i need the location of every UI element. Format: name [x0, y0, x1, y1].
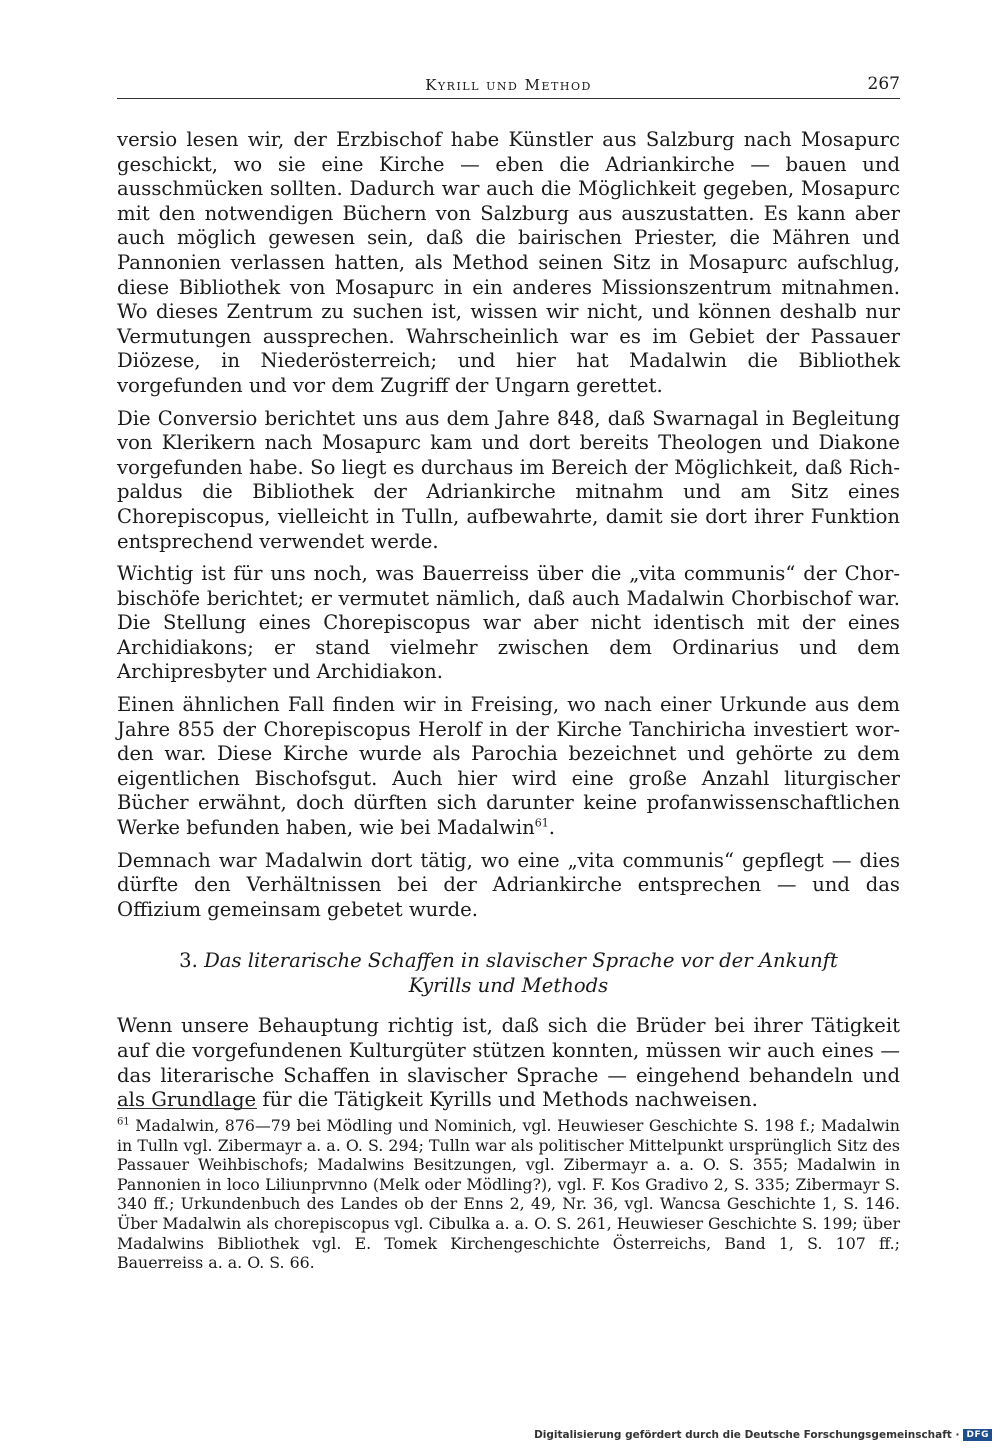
paragraph-with-footnote — [117, 693, 900, 841]
digitization-credit — [534, 1429, 992, 1441]
page-header — [117, 74, 900, 99]
section-title-line-1: Das literarische Schaffen in slavischer Sprache vor der Ankunft — [204, 949, 838, 973]
digitization-note: Digitalisierung gefördert durch die Deutsche Forschungsgemeinschaft · — [534, 1429, 960, 1441]
paragraph: versio lesen wir, der Erzbischof habe Künstler aus Salzburg nach Mosapurc geschickt, wo sie eine Kirche — eben die Adriankirche — bauen und ausschmücken sollten. Dadurch war auch die Möglichkeit gegeben, Mosapurc mit den notwendigen Büchern von Salzburg aus auszustatten. Es kann aber auch möglich gewesen sein, daß die bairischen Priester, die Mähren und Pannonien verlassen hatten, als Method seinen Sitz in Mosapurc aufschlug, diese Bibliothek von Mosapurc in ein anderes Missionszentrum mitnahmen. Wo dieses Zentrum zu suchen ist, wissen wir nicht, und können deshalb nur Vermutungen aussprechen. Wahrscheinlich war es im Gebiet der Passauer Diözese, in Niederösterreich; und hier hat Madalwin die Bibliothek vorgefunden und vor dem Zugriff der Ungarn gerettet. — [117, 128, 900, 397]
page-number: 267 — [867, 74, 900, 94]
dfg-logo-icon: DFG — [963, 1429, 992, 1441]
body-text — [117, 128, 900, 1121]
paragraph: Die Conversio berichtet uns aus dem Jahre 848, daß Swarnagal in Begleitung von Klerikern nach Mosapurc kam und dort bereits Theologen und Diakone vorgefunden habe. So liegt es durchaus im Bereich der Möglichkeit, daß Richpaldus die Bibliothek der Adriankirche mitnahm und am Sitz eines Chorepiscopus, vielleicht in Tulln, aufbewahrte, damit sie dort ihrer Funktion entsprechend verwendet werde. — [117, 406, 900, 553]
paragraph: Wichtig ist für uns noch, was Bauerreiss über die „vita communis“ der Chorbischöfe berichtet; er vermutet nämlich, daß auch Madalwin Chorbischof war. Die Stellung eines Chorepiscopus war aber nicht identisch mit der eines Archidiakons; er stand vielmehr zwischen dem Ordinarius und dem Archipresbyter und Archidiakon. — [117, 562, 900, 684]
section-title-line-2: Kyrills und Methods — [408, 974, 609, 998]
footnote-reference: 61 — [534, 816, 549, 830]
section-heading — [117, 948, 900, 998]
section-number: 3. — [179, 949, 198, 973]
footnote-text: Madalwin, 876—79 bei Mödling und Nominich, vgl. Heuwieser Geschichte S. 198 f.; Madalwin in Tulln vgl. Zibermayr a. a. O. S. 294; Tulln war als politischer Mittelpunkt ursprünglich Sitz des Passauer Weihbischofs; Madalwins Besitzungen, vgl. Zibermayr a. a. O. S. 355; Madalwin in Pannonien in loco Liliunprvnno (Melk oder Mödling?), vgl. F. Kos Gradivo 2, S. 335; Zibermayr S. 340 ff.; Urkundenbuch des Landes ob der Enns 2, 49, Nr. 36, vgl. Wancsa Geschichte 1, S. 146. Über Madalwin als chorepiscopus vgl. Cibulka a. a. O. S. 261, Heuwieser Geschichte S. 199; über Madalwins Bibliothek vgl. E. Tomek Kirchengeschichte Österreichs, Band 1, S. 107 ff.; Bauerreiss a. a. O. S. 66. — [117, 1116, 900, 1273]
paragraph: Wenn unsere Behauptung richtig ist, daß sich die Brüder bei ihrer Tätigkeit auf die vorgefundenen Kulturgüter stützen konnten, müssen wir auch eines — das literarische Schaffen in slavischer Sprache — eingehend behandeln und als Grundlage für die Tätigkeit Kyrills und Methods nachweisen. — [117, 1014, 900, 1112]
footnote — [117, 1116, 900, 1273]
running-head: Kyrill und Method — [425, 76, 592, 94]
paragraph-end: . — [548, 816, 555, 840]
paragraph-text: Einen ähnlichen Fall finden wir in Freising, wo nach einer Urkunde aus dem Jahre 855 der Chorepiscopus Herolf in der Kirche Tanchiricha investiert worden war. Diese Kirche wurde als Parochia bezeichnet und gehörte zu dem eigentlichen Bischofsgut. Auch hier wird eine große Anzahl liturgischer Bücher erwähnt, doch dürften sich darunter keine profanwissenschaftlichen Werke befunden haben, wie bei Madalwin — [117, 693, 900, 840]
paragraph: Demnach war Madalwin dort tätig, wo eine „vita communis“ gepflegt — dies dürfte den Verhältnissen bei der Adriankirche entsprechen — und das Offizium gemeinsam gebetet wurde. — [117, 848, 900, 921]
footnote-number: 61 — [117, 1116, 130, 1128]
footnote-divider — [117, 1108, 257, 1109]
footnotes — [117, 1116, 900, 1273]
